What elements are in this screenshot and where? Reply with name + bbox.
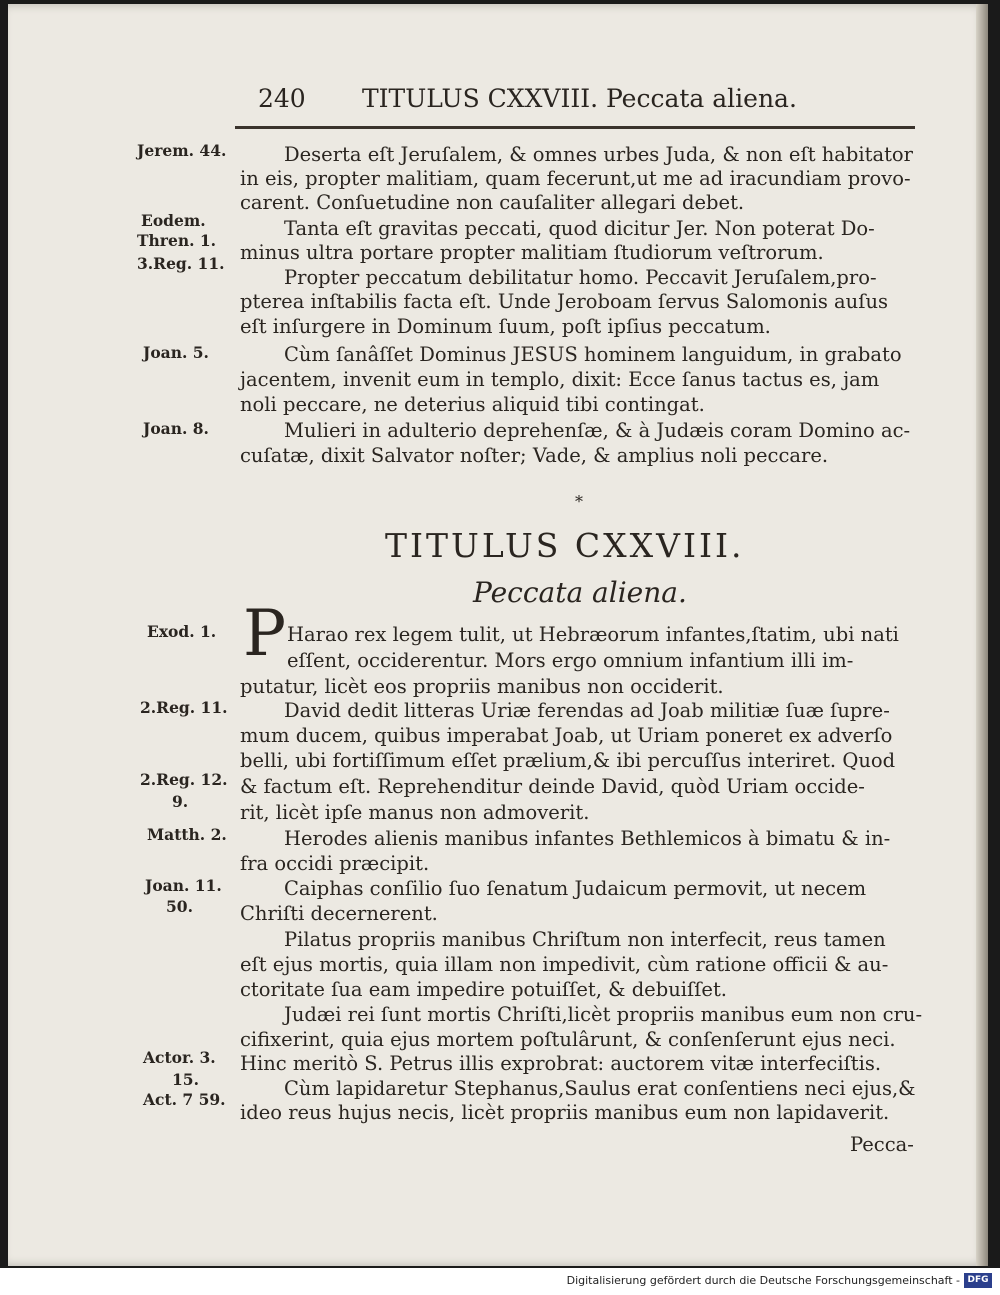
dfg-logo-icon: DFG — [964, 1273, 992, 1288]
text-line: noli peccare, ne deterius aliquid tibi contingat. — [240, 393, 705, 416]
text-line: Tanta eſt gravitas peccati, quod dicitur Jer. Non poterat Do- — [284, 217, 875, 240]
text-line: eſt ejus mortis, quia illam non impedivit, cùm ratione officii & au- — [240, 953, 889, 976]
margin-note: 2.Reg. 11. — [140, 698, 228, 717]
text-line: jacentem, invenit eum in templo, dixit: Ecce ſanus tactus es, jam — [240, 368, 880, 391]
section-title: TITULUS CXXVIII. — [385, 526, 745, 565]
margin-note: 9. — [172, 792, 189, 811]
text-line: carent. Conſuetudine non cauſaliter allegari debet. — [240, 191, 745, 214]
text-line: cuſatæ, dixit Salvator noſter; Vade, & amplius noli peccare. — [240, 444, 829, 467]
text-line: ctoritate ſua eam impedire potuiſſet, & debuiſſet. — [240, 978, 728, 1001]
text-line: mum ducem, quibus imperabat Joab, ut Uriam poneret ex adverſo — [240, 724, 893, 747]
text-line: fra occidi præcipit. — [240, 852, 430, 875]
margin-note: 15. — [172, 1070, 199, 1089]
text-line: eſt inſurgere in Dominum ſuum, poſt ipſius peccatum. — [240, 315, 771, 338]
margin-note: Thren. 1. — [137, 231, 217, 250]
catchword: Pecca- — [850, 1133, 914, 1156]
text-line: Herodes alienis manibus infantes Bethlemicos à bimatu & in- — [284, 827, 891, 850]
margin-note: Jerem. 44. — [137, 141, 227, 160]
text-line: putatur, licèt eos propriis manibus non occiderit. — [240, 675, 724, 698]
text-line: pterea inſtabilis facta eſt. Unde Jeroboam ſervus Salomonis auſus — [240, 290, 889, 313]
text-line: Mulieri in adulterio deprehenſæ, & à Judæis coram Domino ac- — [284, 419, 911, 442]
margin-note: 2.Reg. 12. — [140, 770, 228, 789]
text-line: Cùm ſanâſſet Dominus JESUS hominem languidum, in grabato — [284, 343, 902, 366]
funding-credit: Digitalisierung gefördert durch die Deutsche Forschungsgemeinschaft - — [566, 1274, 960, 1287]
page-number: 240 — [258, 84, 306, 113]
margin-note: Act. 7 59. — [143, 1090, 226, 1109]
text-line: Caiphas conſilio ſuo ſenatum Judaicum permovit, ut necem — [284, 877, 867, 900]
drop-cap: P — [243, 597, 287, 671]
margin-note: Actor. 3. — [143, 1048, 216, 1067]
text-line: Pilatus propriis manibus Chriſtum non interfecit, reus tamen — [284, 928, 886, 951]
margin-note: Matth. 2. — [147, 825, 227, 844]
margin-note: Joan. 5. — [143, 343, 209, 362]
ornament: * — [575, 492, 583, 511]
header-rule — [235, 126, 915, 129]
footer-bar — [0, 1268, 1000, 1295]
page-edge — [976, 4, 988, 1266]
text-line: in eis, propter malitiam, quam fecerunt,ut me ad iracundiam provo- — [240, 167, 911, 190]
text-line: cifixerint, quia ejus mortem poſtulârunt, & conſenſerunt ejus neci. — [240, 1028, 896, 1051]
text-line: eſſent, occiderentur. Mors ergo omnium infantium illi im- — [287, 649, 854, 672]
text-line: Deserta eſt Jeruſalem, & omnes urbes Juda, & non eſt habitator — [284, 143, 913, 166]
margin-note: Joan. 8. — [143, 419, 209, 438]
margin-note: 3.Reg. 11. — [137, 254, 225, 273]
margin-note: Eodem. — [141, 211, 206, 230]
text-line: Hinc meritò S. Petrus illis exprobrat: auctorem vitæ interfeciſtis. — [240, 1052, 882, 1075]
margin-note: Joan. 11. — [145, 876, 222, 895]
running-title: TITULUS CXXVIII. Peccata aliena. — [362, 84, 797, 113]
text-line: belli, ubi fortiſſimum eſſet prælium,& ibi percuſſus interiret. Quod — [240, 749, 896, 772]
text-line: Harao rex legem tulit, ut Hebræorum infantes,ſtatim, ubi nati — [287, 623, 899, 646]
text-line: David dedit litteras Uriæ ferendas ad Joab militiæ ſuæ ſupre- — [284, 699, 890, 722]
section-subtitle: Peccata aliena. — [473, 576, 687, 609]
margin-note: 50. — [166, 897, 193, 916]
text-line: Judæi rei ſunt mortis Chriſti,licèt propriis manibus eum non cru- — [284, 1003, 923, 1026]
text-line: minus ultra portare propter malitiam ſtudiorum veſtrorum. — [240, 241, 824, 264]
text-line: & factum eſt. Reprehenditur deinde David, quòd Uriam occide- — [240, 775, 865, 798]
text-line: Propter peccatum debilitatur homo. Peccavit Jeruſalem,pro- — [284, 266, 877, 289]
text-line: rit, licèt ipſe manus non admoverit. — [240, 801, 590, 824]
margin-note: Exod. 1. — [147, 622, 217, 641]
text-line: Chriſti decernerent. — [240, 902, 438, 925]
text-line: Cùm lapidaretur Stephanus,Saulus erat conſentiens neci ejus,& — [284, 1077, 916, 1100]
text-line: ideo reus hujus necis, licèt propriis manibus eum non lapidaverit. — [240, 1101, 890, 1124]
